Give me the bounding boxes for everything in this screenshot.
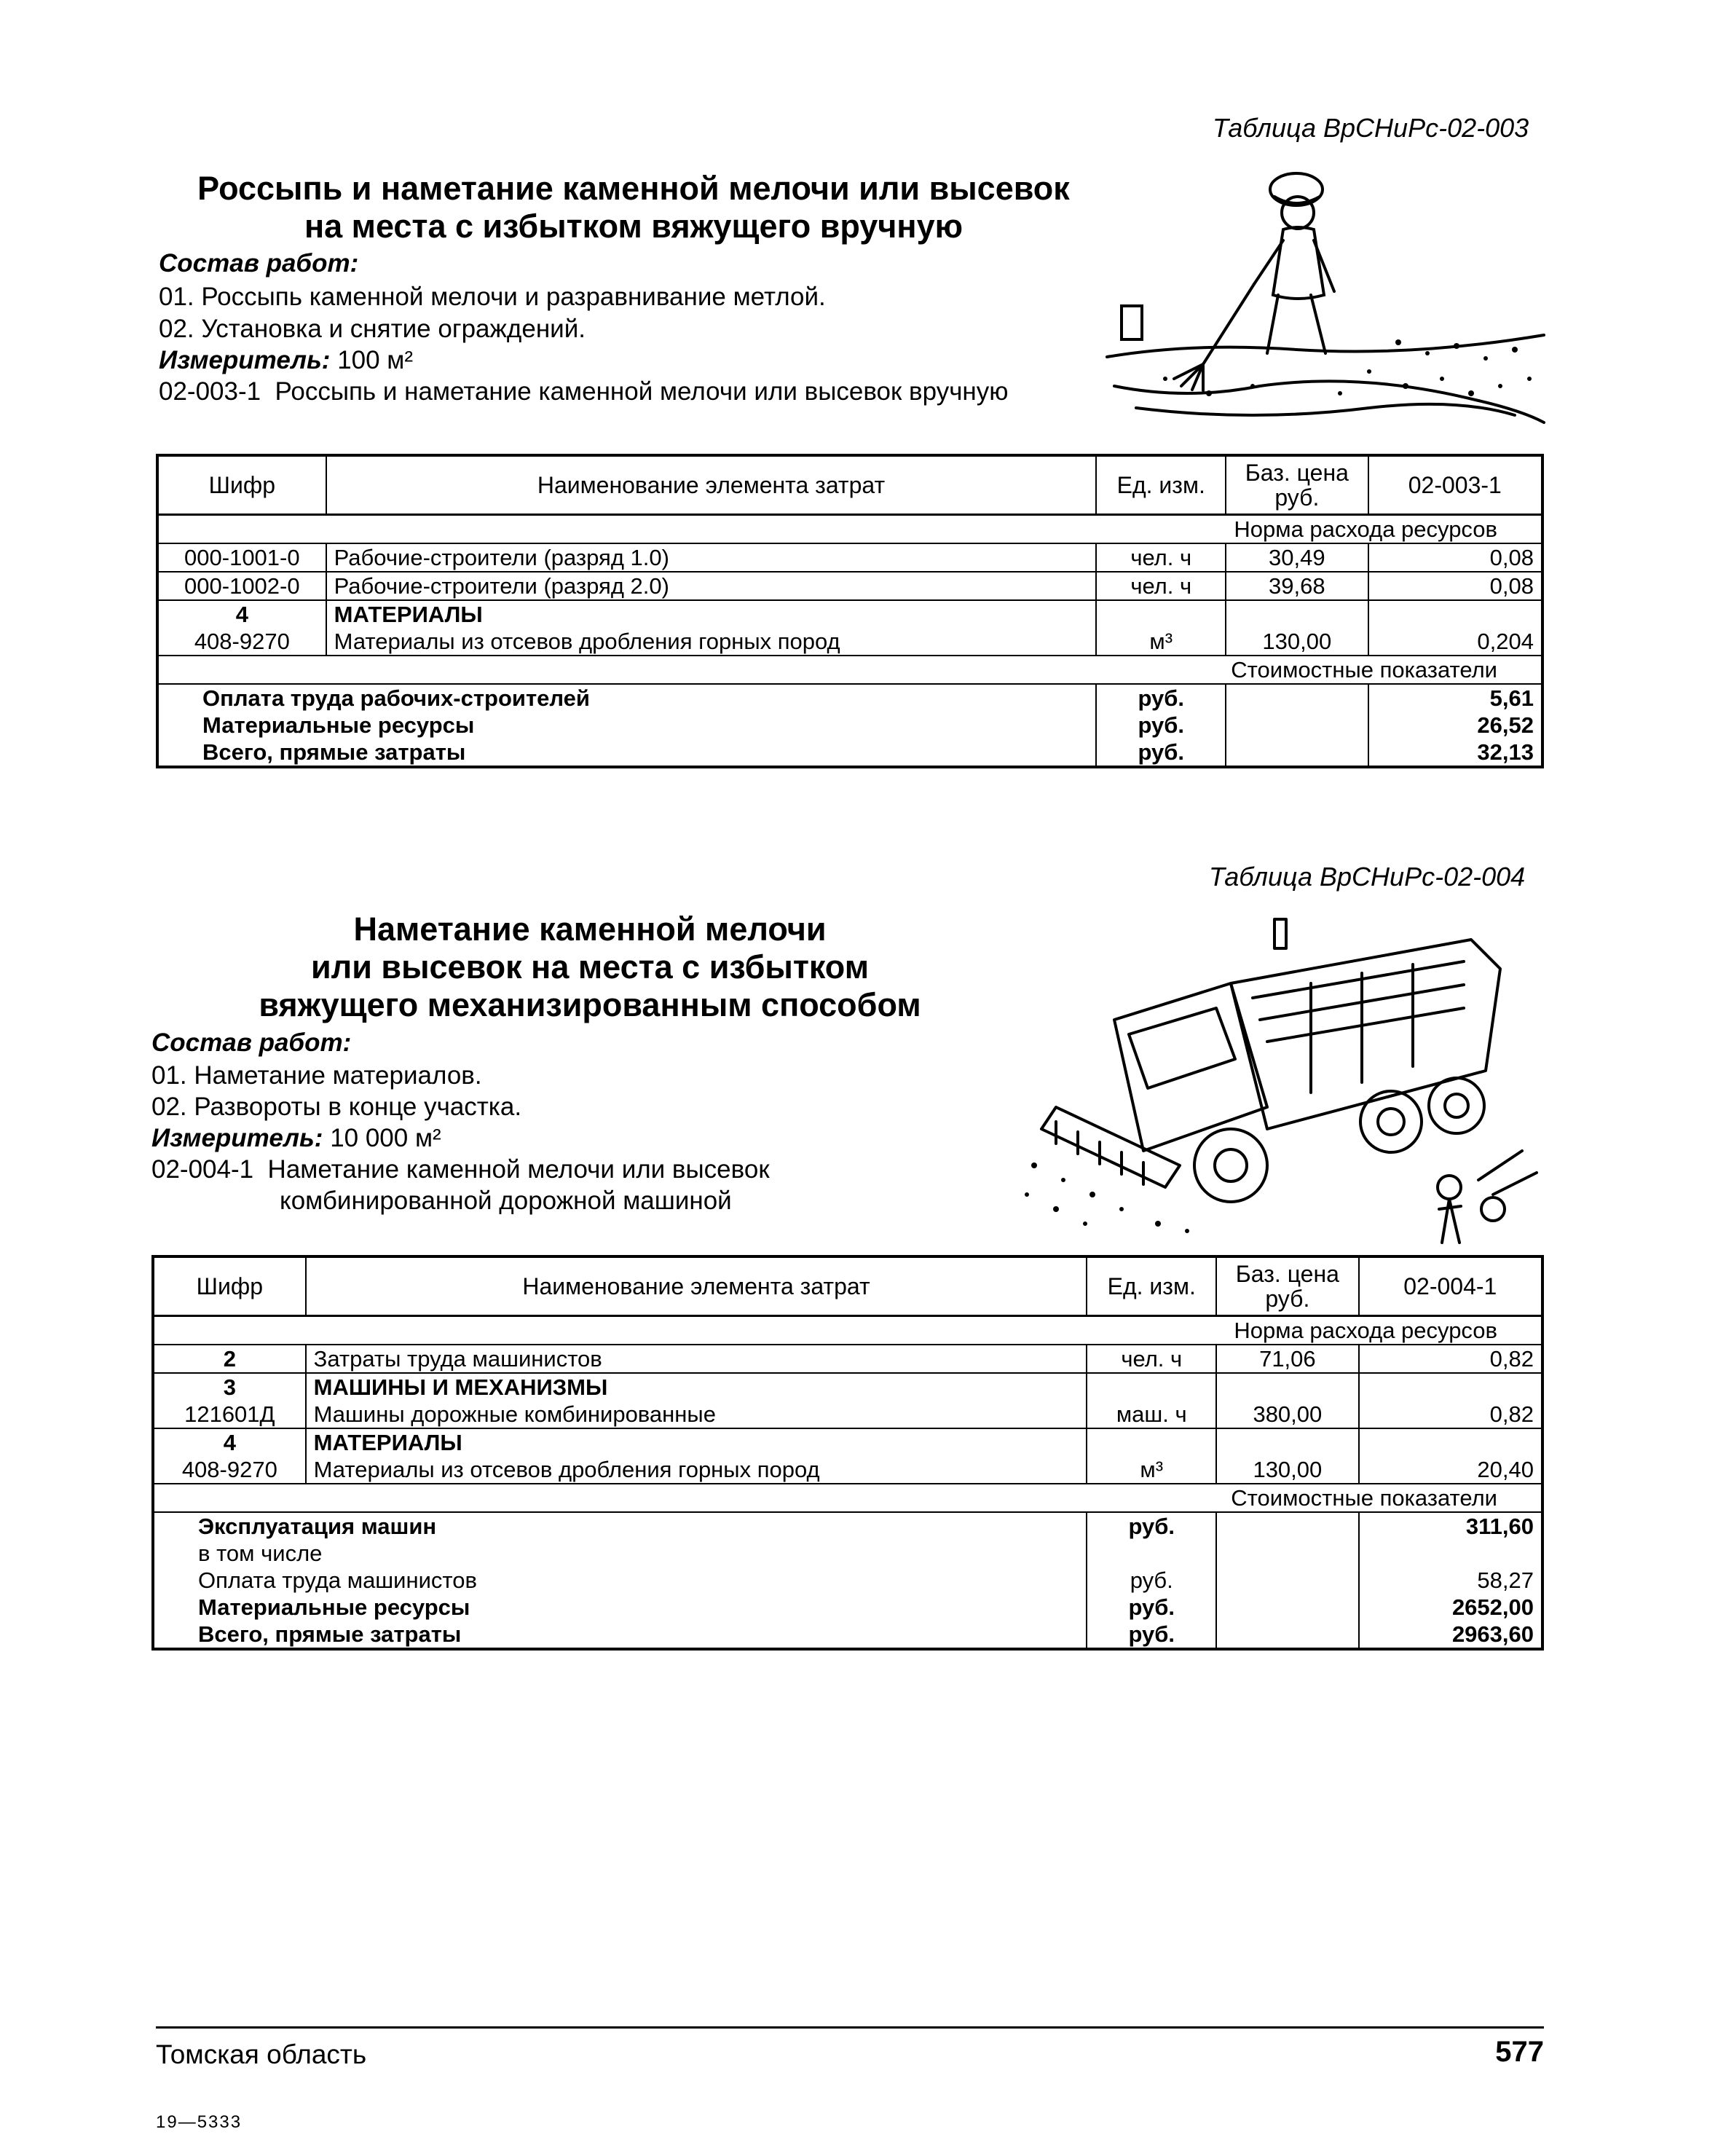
header-norm-code: 02-003-1: [1368, 455, 1542, 515]
row-unit: [1096, 600, 1226, 628]
table-row: [153, 1428, 1542, 1456]
cost-unit: руб.: [1096, 739, 1226, 767]
section-resources: Норма расхода ресурсов: [157, 515, 1542, 544]
row-price: [1226, 600, 1368, 628]
cost-price: [1226, 712, 1368, 739]
measure-line: [151, 1122, 441, 1154]
cost-value: [1359, 1540, 1542, 1567]
composition-item: 01. Наметание материалов.: [151, 1061, 482, 1090]
header-price: Баз. цена руб.: [1216, 1256, 1358, 1316]
row-price: 71,06: [1216, 1345, 1358, 1373]
cost-name: Всего, прямые затраты: [157, 739, 1096, 767]
table-row: [153, 1401, 1542, 1428]
row-value: 0,204: [1368, 628, 1542, 656]
cost-name: Материальные ресурсы: [157, 712, 1096, 739]
row-code: 121601Д: [153, 1401, 306, 1428]
row-unit: [1087, 1373, 1216, 1401]
row-unit: чел. ч: [1096, 572, 1226, 600]
header-unit: Ед. изм.: [1096, 455, 1226, 515]
cost-unit: руб.: [1087, 1594, 1216, 1621]
cost-price: [1226, 684, 1368, 712]
cost-value: 2963,60: [1359, 1621, 1542, 1649]
row-price: [1216, 1428, 1358, 1456]
measure-value: 10 000 м²: [330, 1124, 441, 1152]
norm-line: 02-003-1 Россыпь и наметание каменной мелочи или высевок вручную: [159, 377, 1009, 406]
table-row: [153, 1345, 1542, 1373]
norm-line-continued: комбинированной дорожной машиной: [280, 1187, 732, 1215]
header-unit: Ед. изм.: [1087, 1256, 1216, 1316]
measure-label: Измеритель:: [159, 346, 331, 374]
cost-name: Всего, прямые затраты: [153, 1621, 1087, 1649]
cost-value: 311,60: [1359, 1512, 1542, 1540]
header-norm-code: 02-004-1: [1359, 1256, 1542, 1316]
table-header-row: [153, 1256, 1542, 1316]
section-title: [226, 910, 954, 1024]
row-value: [1359, 1373, 1542, 1401]
cost-row: [157, 684, 1542, 712]
row-unit: маш. ч: [1087, 1401, 1216, 1428]
row-value: 0,82: [1359, 1401, 1542, 1428]
row-name: Затраты труда машинистов: [306, 1345, 1087, 1373]
row-name: МАШИНЫ И МЕХАНИЗМЫ: [306, 1373, 1087, 1401]
cost-unit: руб.: [1087, 1567, 1216, 1594]
cost-unit: руб.: [1096, 684, 1226, 712]
cost-price: [1216, 1512, 1358, 1540]
cost-name: Оплата труда рабочих-строителей: [157, 684, 1096, 712]
row-name: Рабочие-строители (разряд 2.0): [326, 572, 1097, 600]
row-name: Рабочие-строители (разряд 1.0): [326, 543, 1097, 572]
norm-table-1: [156, 454, 1544, 768]
row-name: Материалы из отсевов дробления горных пород: [306, 1456, 1087, 1484]
cost-row: [153, 1594, 1542, 1621]
cost-row: [153, 1621, 1542, 1649]
cost-value: 26,52: [1368, 712, 1542, 739]
print-code: 19—5333: [156, 2112, 243, 2132]
measure-line: [159, 345, 413, 377]
cost-unit: руб.: [1096, 712, 1226, 739]
row-code: 408-9270: [153, 1456, 306, 1484]
row-name: МАТЕРИАЛЫ: [326, 600, 1097, 628]
row-code: 4: [157, 600, 326, 628]
section-row: [157, 656, 1542, 684]
table-row: [157, 628, 1542, 656]
footer-region: Томская область: [156, 2039, 367, 2069]
row-value: [1368, 600, 1542, 628]
row-unit: чел. ч: [1087, 1345, 1216, 1373]
cost-name: Материальные ресурсы: [153, 1594, 1087, 1621]
table-row: [153, 1456, 1542, 1484]
title-line: на места с избытком вяжущего вручную: [304, 208, 964, 245]
cost-name: Оплата труда машинистов: [153, 1567, 1087, 1594]
row-value: 0,08: [1368, 572, 1542, 600]
row-name: МАТЕРИАЛЫ: [306, 1428, 1087, 1456]
header-name: Наименование элемента затрат: [306, 1256, 1087, 1316]
row-value: 20,40: [1359, 1456, 1542, 1484]
table-header-row: [157, 455, 1542, 515]
table-row: [157, 600, 1542, 628]
table-row: [153, 1373, 1542, 1401]
header-code: Шифр: [157, 455, 326, 515]
row-price: 130,00: [1216, 1456, 1358, 1484]
row-price: [1216, 1373, 1358, 1401]
header-name: Наименование элемента затрат: [326, 455, 1097, 515]
norm-table-2: [151, 1255, 1544, 1651]
row-value: 0,82: [1359, 1345, 1542, 1373]
row-price: 380,00: [1216, 1401, 1358, 1428]
norm-line: 02-004-1 Наметание каменной мелочи или высевок: [151, 1155, 770, 1184]
worker-sweeping-illustration: [1092, 168, 1558, 430]
row-price: 130,00: [1226, 628, 1368, 656]
title-line: вяжущего механизированным способом: [259, 986, 921, 1023]
section-row: [157, 515, 1542, 544]
road-machine-illustration: [1012, 903, 1551, 1253]
cost-price: [1216, 1567, 1358, 1594]
cost-unit: руб.: [1087, 1621, 1216, 1649]
composition-item: 02. Развороты в конце участка.: [151, 1093, 522, 1121]
row-name: Материалы из отсевов дробления горных пород: [326, 628, 1097, 656]
row-unit: чел. ч: [1096, 543, 1226, 572]
header-code: Шифр: [153, 1256, 306, 1316]
cost-price: [1226, 739, 1368, 767]
title-line: или высевок на места с избытком: [311, 948, 869, 985]
page-number: 577: [1495, 2036, 1544, 2068]
cost-value: 58,27: [1359, 1567, 1542, 1594]
row-code: 408-9270: [157, 628, 326, 656]
cost-price: [1216, 1540, 1358, 1567]
measure-label: Измеритель:: [151, 1124, 323, 1152]
title-line: Наметание каменной мелочи: [353, 910, 827, 948]
row-unit: м³: [1087, 1456, 1216, 1484]
composition-item: 01. Россыпь каменной мелочи и разравнивание метлой.: [159, 283, 826, 311]
row-unit: [1087, 1428, 1216, 1456]
cost-value: 32,13: [1368, 739, 1542, 767]
table-label: Таблица ВрСНиРс-02-004: [1209, 862, 1526, 892]
table-row: [157, 543, 1542, 572]
row-code: 000-1002-0: [157, 572, 326, 600]
row-price: 30,49: [1226, 543, 1368, 572]
cost-row: [153, 1512, 1542, 1540]
measure-value: 100 м²: [337, 346, 414, 374]
cost-value: 2652,00: [1359, 1594, 1542, 1621]
cost-row: [153, 1567, 1542, 1594]
cost-price: [1216, 1594, 1358, 1621]
cost-name: Эксплуатация машин: [153, 1512, 1087, 1540]
header-price: Баз. цена руб.: [1226, 455, 1368, 515]
row-value: [1359, 1428, 1542, 1456]
section-row: [153, 1316, 1542, 1345]
section-title: [160, 170, 1107, 245]
section-costs: Стоимостные показатели: [153, 1484, 1542, 1512]
row-code: 000-1001-0: [157, 543, 326, 572]
row-value: 0,08: [1368, 543, 1542, 572]
row-unit: м³: [1096, 628, 1226, 656]
composition-label: Состав работ:: [151, 1028, 352, 1057]
section-resources: Норма расхода ресурсов: [153, 1316, 1542, 1345]
title-line: Россыпь и наметание каменной мелочи или высевок: [197, 170, 1070, 207]
cost-unit: [1087, 1540, 1216, 1567]
cost-row: [157, 712, 1542, 739]
row-code: 4: [153, 1428, 306, 1456]
row-code: 3: [153, 1373, 306, 1401]
footer-divider: [156, 2026, 1544, 2029]
table-row: [157, 572, 1542, 600]
cost-unit: руб.: [1087, 1512, 1216, 1540]
table-label: Таблица ВрСНиРс-02-003: [1213, 113, 1529, 143]
cost-price: [1216, 1621, 1358, 1649]
composition-item: 02. Установка и снятие ограждений.: [159, 315, 586, 343]
section-row: [153, 1484, 1542, 1512]
cost-name: в том числе: [153, 1540, 1087, 1567]
section-costs: Стоимостные показатели: [157, 656, 1542, 684]
composition-label: Состав работ:: [159, 249, 359, 278]
cost-row: [153, 1540, 1542, 1567]
cost-value: 5,61: [1368, 684, 1542, 712]
row-name: Машины дорожные комбинированные: [306, 1401, 1087, 1428]
cost-row: [157, 739, 1542, 767]
row-price: 39,68: [1226, 572, 1368, 600]
row-code: 2: [153, 1345, 306, 1373]
